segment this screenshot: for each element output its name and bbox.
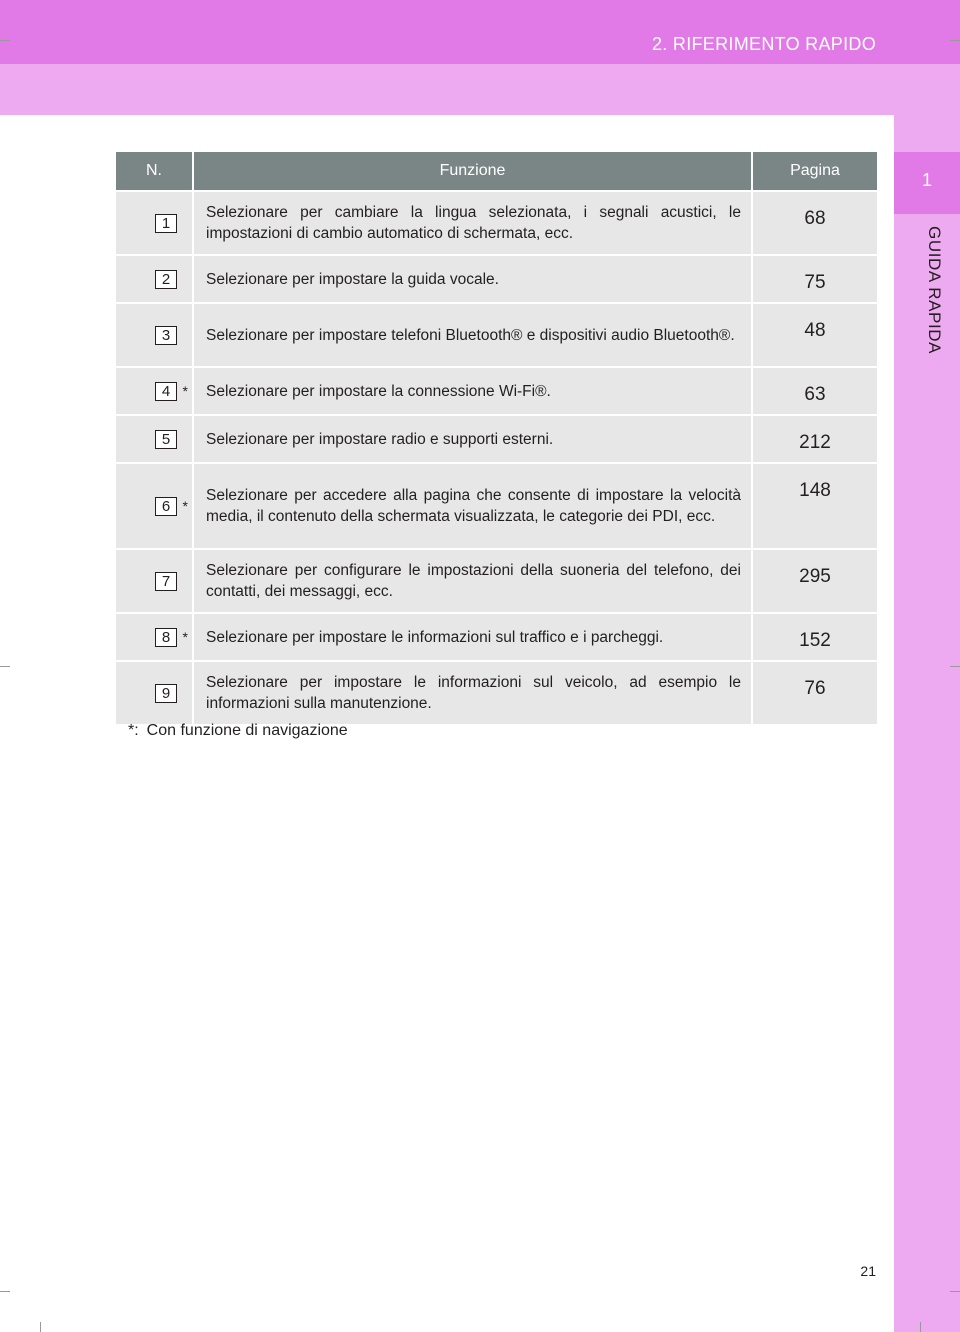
navigation-footnote-mark: * xyxy=(182,383,188,399)
table-row xyxy=(116,192,877,254)
number-box-icon: 2 xyxy=(155,270,177,289)
function-description: Selezionare per impostare radio e supporti esterni. xyxy=(192,416,751,462)
row-number-cell xyxy=(116,464,192,548)
function-description: Selezionare per impostare la guida vocale. xyxy=(192,256,751,302)
row-number-cell xyxy=(116,192,192,254)
function-description: Selezionare per impostare le informazioni sul veicolo, ad esempio le informazioni sulla manutenzione. xyxy=(192,662,751,724)
row-number xyxy=(155,430,188,449)
number-box-icon: 9 xyxy=(155,684,177,703)
page-reference: 63 xyxy=(751,368,877,414)
chapter-tab xyxy=(894,152,960,214)
function-description: Selezionare per configurare le impostazioni della suoneria del telefono, dei contatti, dei messaggi, ecc. xyxy=(192,550,751,612)
chapter-label: GUIDA RAPIDA xyxy=(925,226,944,355)
table-row xyxy=(116,256,877,302)
table-row xyxy=(116,416,877,462)
function-description: Selezionare per impostare la connessione Wi-Fi®. xyxy=(192,368,751,414)
chapter-number: 1 xyxy=(921,170,932,190)
row-number-cell xyxy=(116,550,192,612)
row-number-cell xyxy=(116,368,192,414)
table-row xyxy=(116,614,877,660)
header-bar xyxy=(0,0,960,64)
row-number-cell xyxy=(116,256,192,302)
page-reference: 76 xyxy=(751,662,877,724)
number-box-icon: 6 xyxy=(155,497,177,516)
column-header-number: N. xyxy=(116,152,192,190)
crop-mark xyxy=(40,1322,41,1332)
section-title: 2. RIFERIMENTO RAPIDO xyxy=(652,34,876,54)
footnote-text: Con funzione di navigazione xyxy=(146,722,348,739)
row-number-cell xyxy=(116,416,192,462)
row-number xyxy=(155,572,188,591)
page-reference: 152 xyxy=(751,614,877,660)
function-description: Selezionare per accedere alla pagina che consente di impostare la velocità media, il contenuto della schermata visualizzata, le categorie dei PDI, ecc. xyxy=(192,464,751,548)
page-reference: 48 xyxy=(751,304,877,366)
row-number-cell xyxy=(116,304,192,366)
crop-mark xyxy=(0,1291,10,1292)
function-description: Selezionare per impostare telefoni Bluetooth® e dispositivi audio Bluetooth®. xyxy=(192,304,751,366)
crop-mark xyxy=(950,40,960,41)
page-reference: 295 xyxy=(751,550,877,612)
crop-mark xyxy=(0,40,10,41)
row-number xyxy=(155,326,188,345)
row-number xyxy=(155,628,188,647)
row-number xyxy=(155,214,188,233)
column-header-page: Pagina xyxy=(751,152,877,190)
quick-reference-table xyxy=(116,150,877,726)
crop-mark xyxy=(0,666,10,667)
row-number xyxy=(155,684,188,703)
footnote xyxy=(128,722,348,740)
footnote-mark: *: xyxy=(128,722,139,739)
row-number-cell xyxy=(116,614,192,660)
navigation-footnote-mark: * xyxy=(182,629,188,645)
column-header-function: Funzione xyxy=(192,152,751,190)
row-number-cell xyxy=(116,662,192,724)
row-number xyxy=(155,382,188,401)
crop-mark xyxy=(920,1322,921,1332)
page-reference: 212 xyxy=(751,416,877,462)
number-box-icon: 3 xyxy=(155,326,177,345)
page-reference: 148 xyxy=(751,464,877,548)
page-reference: 75 xyxy=(751,256,877,302)
table-row xyxy=(116,368,877,414)
number-box-icon: 7 xyxy=(155,572,177,591)
crop-mark xyxy=(950,1291,960,1292)
number-box-icon: 1 xyxy=(155,214,177,233)
table-row xyxy=(116,304,877,366)
function-description: Selezionare per impostare le informazioni sul traffico e i parcheggi. xyxy=(192,614,751,660)
table-header-row xyxy=(116,152,877,190)
crop-mark xyxy=(950,666,960,667)
navigation-footnote-mark: * xyxy=(182,498,188,514)
row-number xyxy=(155,270,188,289)
page-number: 21 xyxy=(860,1263,876,1279)
number-box-icon: 4 xyxy=(155,382,177,401)
table-row xyxy=(116,464,877,548)
table-row xyxy=(116,662,877,724)
page-reference: 68 xyxy=(751,192,877,254)
function-description: Selezionare per cambiare la lingua selezionata, i segnali acustici, le impostazioni di cambio automatico di schermata, ecc. xyxy=(192,192,751,254)
number-box-icon: 5 xyxy=(155,430,177,449)
number-box-icon: 8 xyxy=(155,628,177,647)
row-number xyxy=(155,497,188,516)
table-row xyxy=(116,550,877,612)
